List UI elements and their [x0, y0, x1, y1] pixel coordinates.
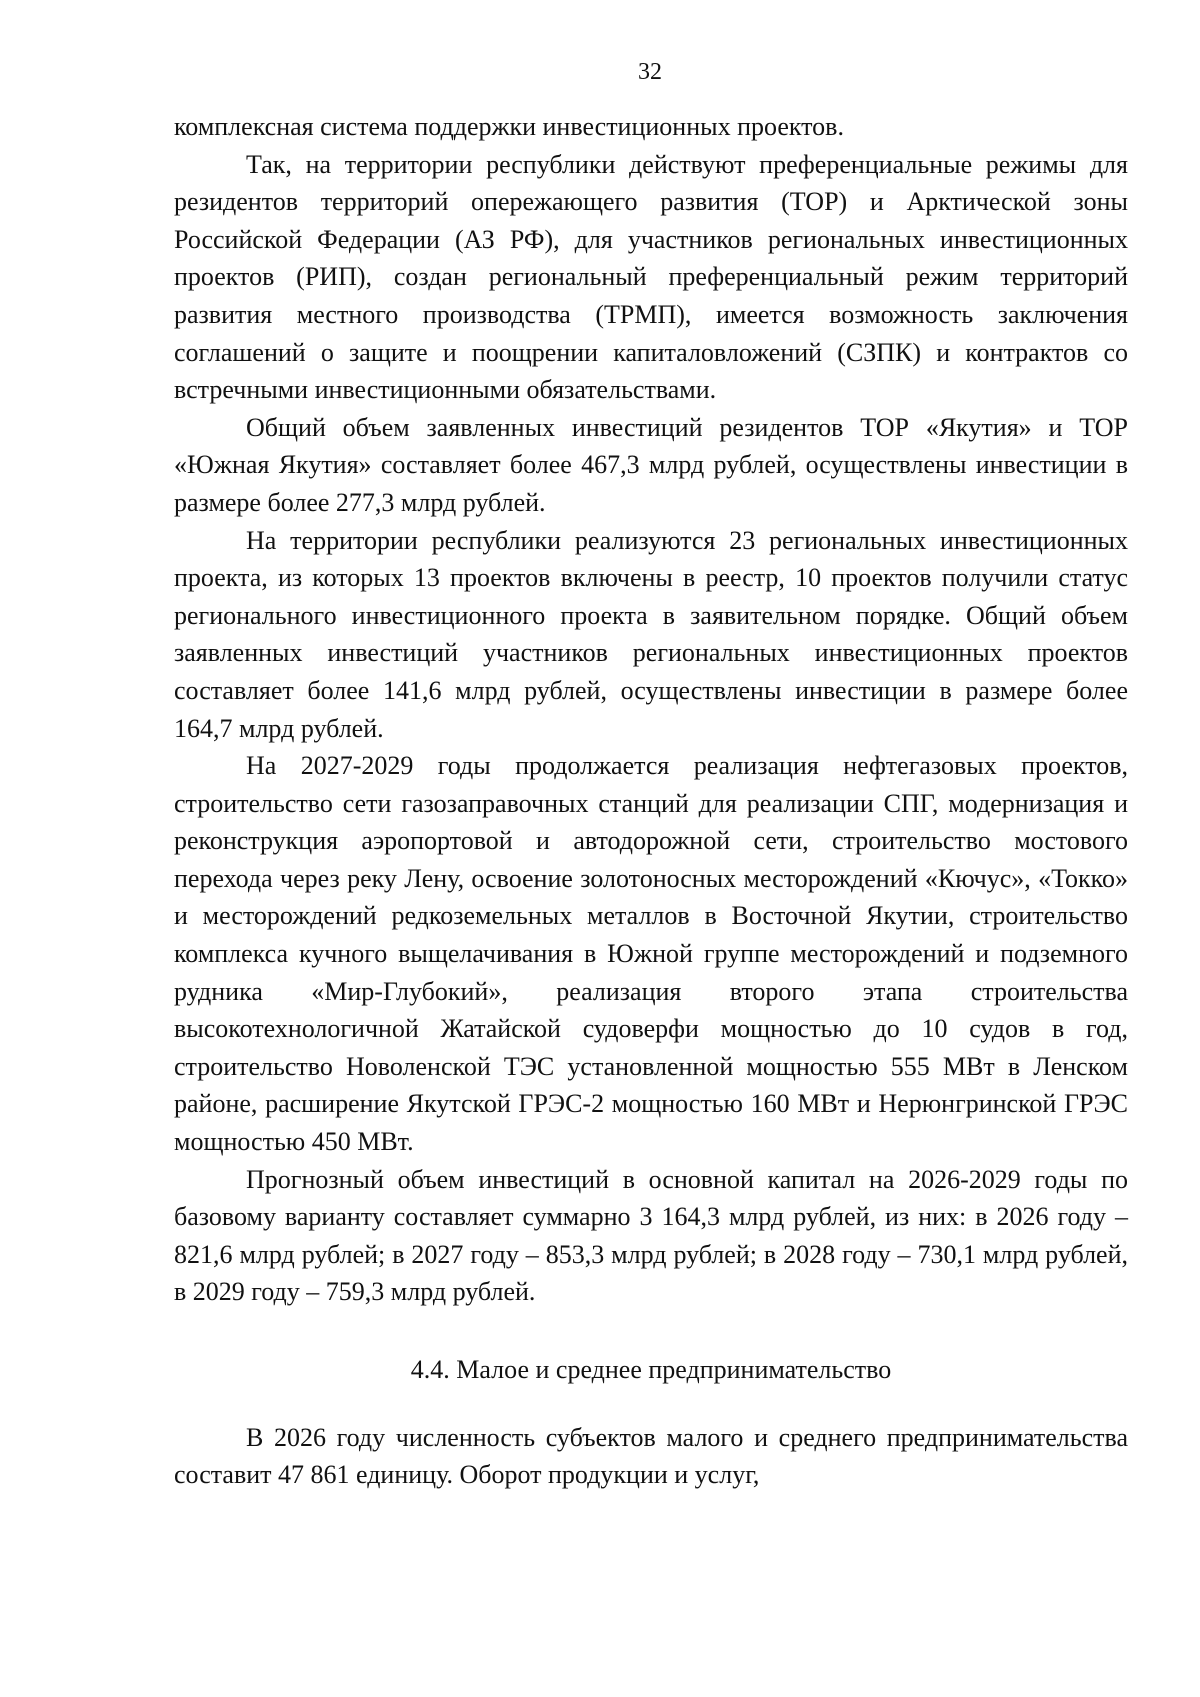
- paragraph: комплексная система поддержки инвестиционных проектов.: [174, 112, 844, 141]
- paragraph: На территории республики реализуются 23 региональных инвестиционных проекта, из которых 13 проектов включены в реестр, 10 проектов получили статус регионального инвестиционного проекта в заявительном порядке. Общий объем заявленных инвестиций участников региональных инвестиционных проектов составляет более 141,6 млрд рублей, осуществлены инвестиции в размере более 164,7 млрд рублей.: [174, 525, 1128, 743]
- document-body: [174, 108, 1128, 1494]
- page-number: 32: [638, 59, 662, 85]
- paragraph: На 2027-2029 годы продолжается реализация нефтегазовых проектов, строительство сети газозаправочных станций для реализации СПГ, модернизация и реконструкция аэропортовой и автодорожной сети, строительство мостового перехода через реку Лену, освоение золотоносных месторождений «Кючус», «Токко» и месторождений редкоземельных металлов в Восточной Якутии, строительство комплекса кучного выщелачивания в Южной группе месторождений и подземного рудника «Мир-Глубокий», реализация второго этапа строительства высокотехнологичной Жатайской судоверфи мощностью до 10 судов в год, строительство Новоленской ТЭС установленной мощностью 555 МВт в Ленском районе, расширение Якутской ГРЭС-2 мощностью 160 МВт и Нерюнгринской ГРЭС мощностью 450 МВт.: [174, 751, 1128, 1157]
- paragraph: Так, на территории республики действуют преференциальные режимы для резидентов территорий опережающего развития (ТОР) и Арктической зоны Российской Федерации (АЗ РФ), для участников региональных инвестиционных проектов (РИП), создан региональный преференциальный режим территорий развития местного производства (ТРМП), имеется возможность заключения соглашений о защите и поощрении капиталовложений (СЗПК) и контрактов со встречными инвестиционными обязательствами.: [174, 149, 1128, 405]
- paragraph: В 2026 году численность субъектов малого и среднего предпринимательства составит 47 861 единицу. Оборот продукции и услуг,: [174, 1422, 1128, 1490]
- paragraph: Прогнозный объем инвестиций в основной капитал на 2026-2029 годы по базовому варианту составляет суммарно 3 164,3 млрд рублей, из них: в 2026 году – 821,6 млрд рублей; в 2027 году – 853,3 млрд рублей; в 2028 году – 730,1 млрд рублей, в 2029 году – 759,3 млрд рублей.: [174, 1164, 1128, 1307]
- section-heading: 4.4. Малое и среднее предпринимательство: [410, 1355, 892, 1384]
- paragraph: Общий объем заявленных инвестиций резидентов ТОР «Якутия» и ТОР «Южная Якутия» составляет более 467,3 млрд рублей, осуществлены инвестиции в размере более 277,3 млрд рублей.: [174, 412, 1128, 517]
